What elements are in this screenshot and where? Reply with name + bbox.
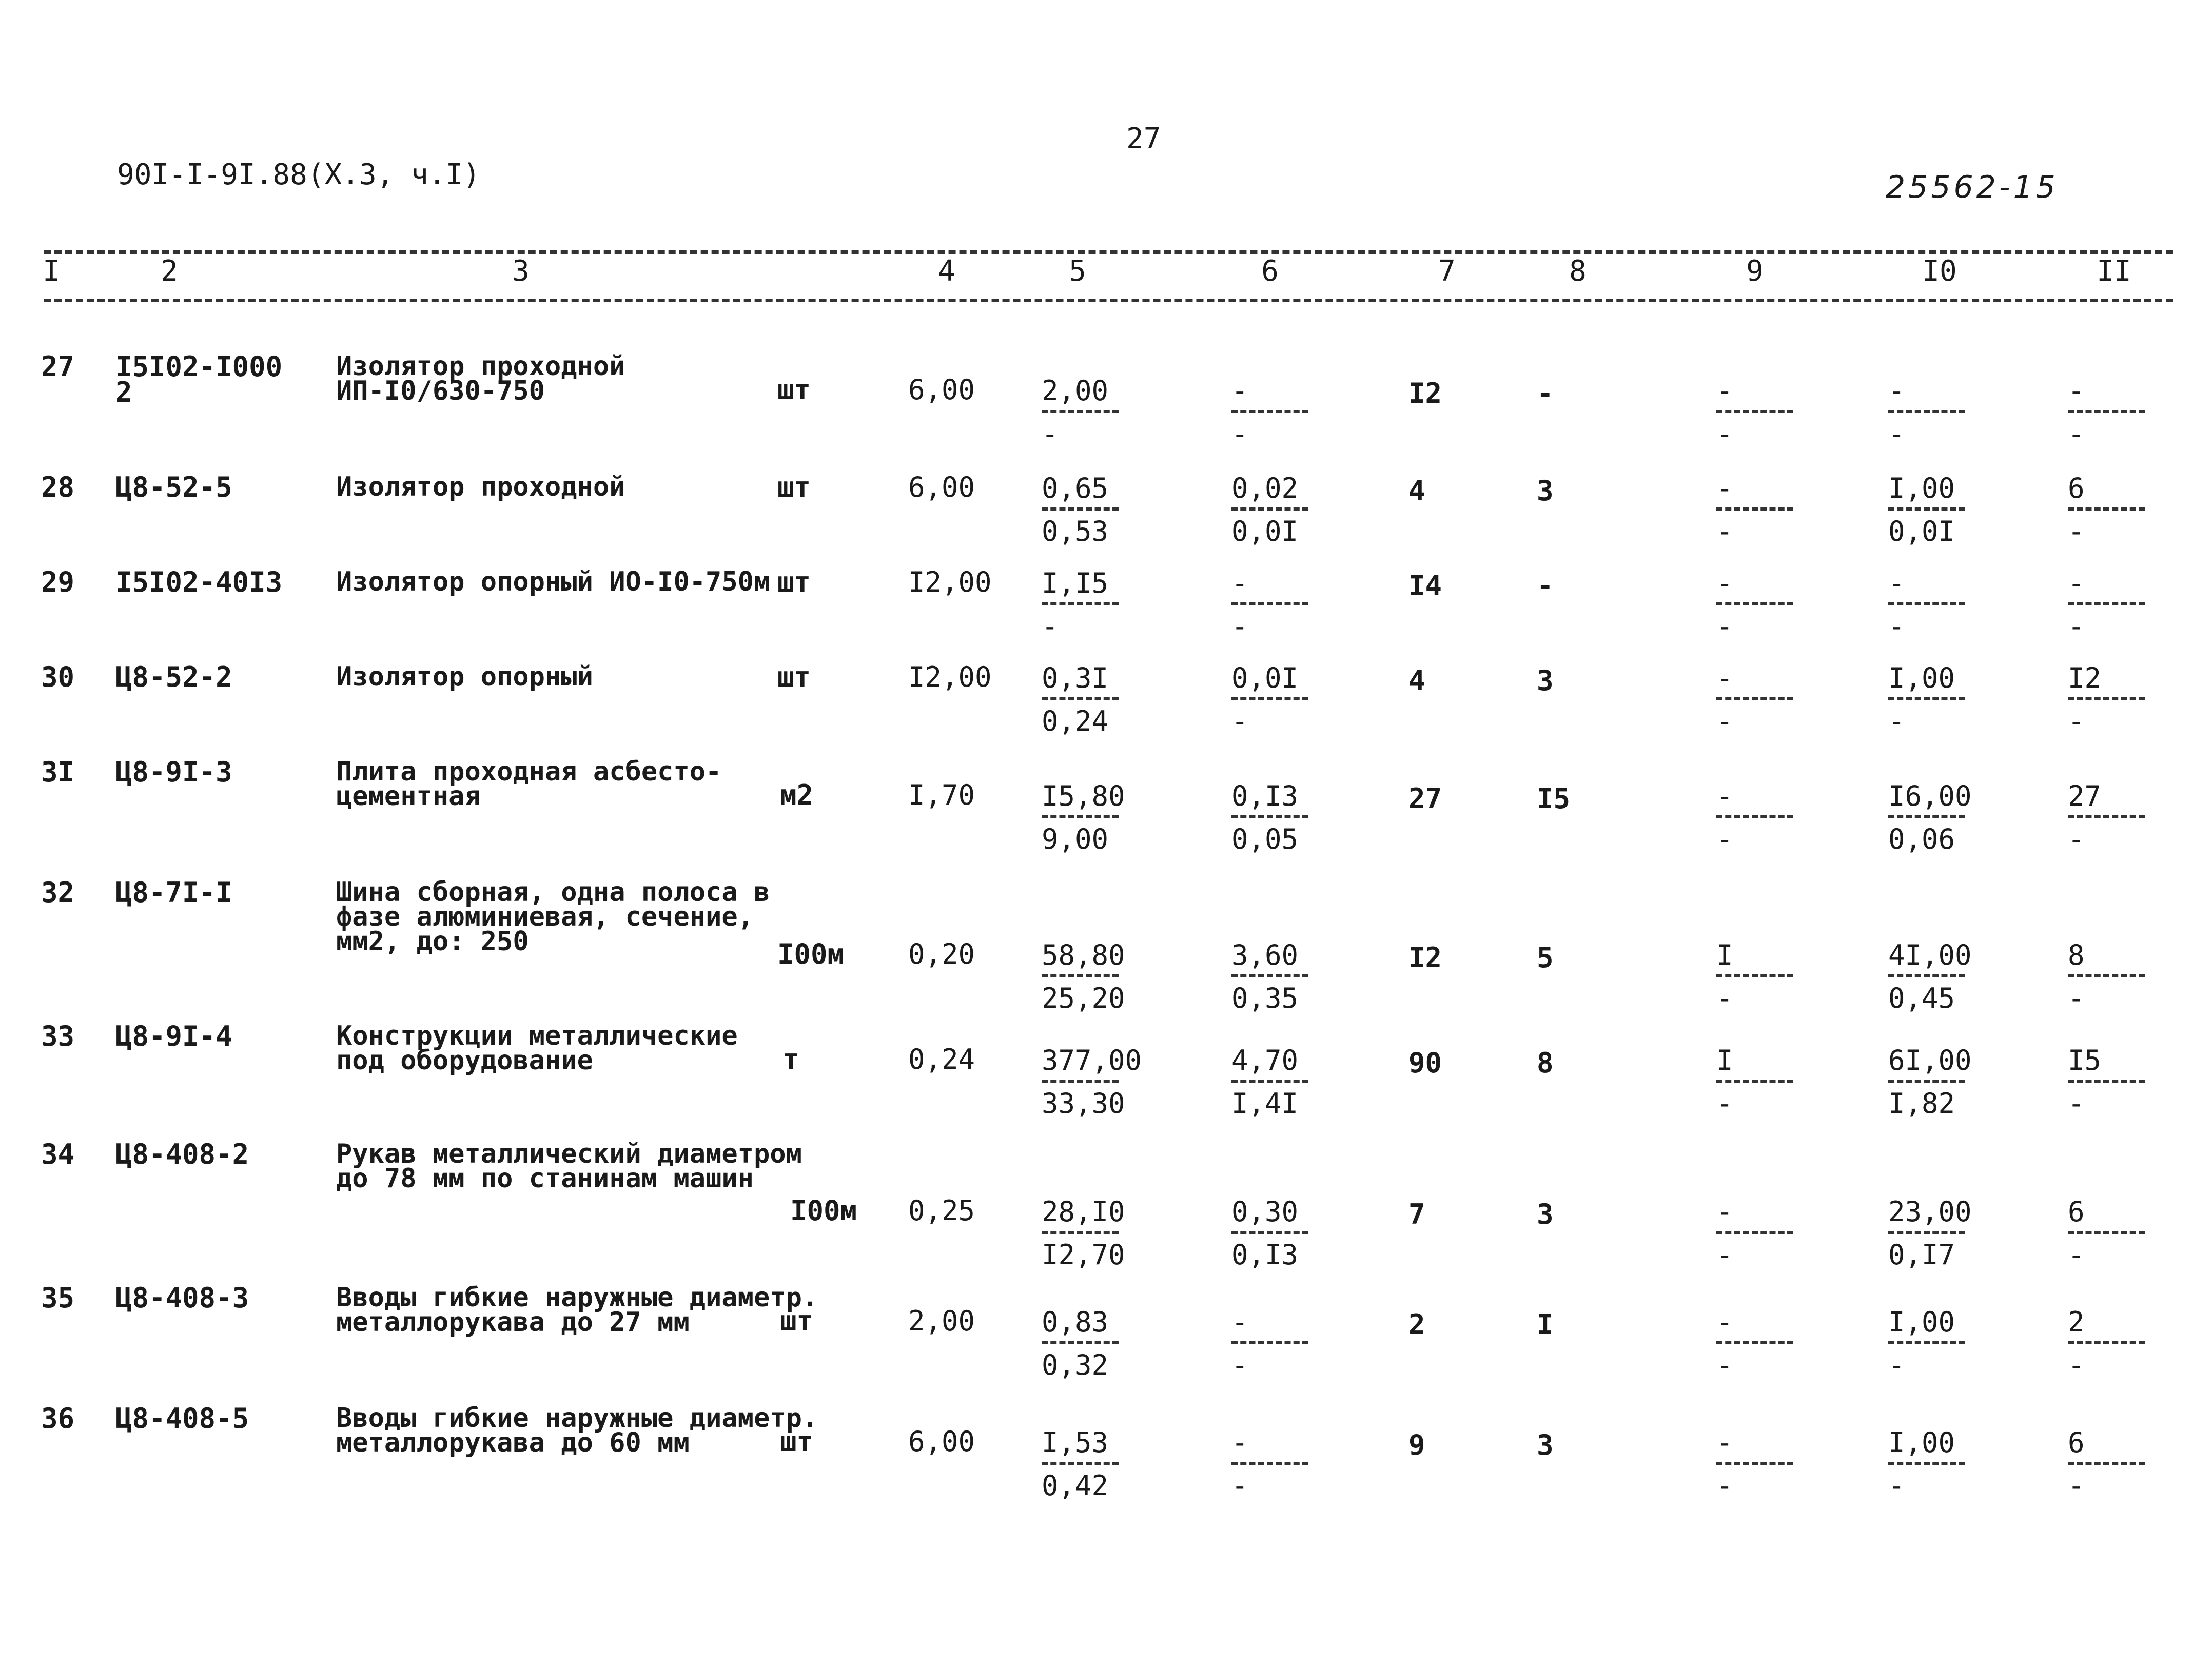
- sheet-identifier: 25562-15: [1886, 169, 2059, 205]
- col6-value-bar: [1231, 974, 1308, 977]
- norm-code: Ц8-408-5: [115, 1402, 249, 1435]
- col11-value-top: 6: [2068, 1426, 2085, 1459]
- row-number: 34: [41, 1138, 75, 1170]
- col11-value-bottom: -: [2068, 1087, 2085, 1120]
- quantity: 6,00: [908, 1425, 975, 1458]
- col9-value-bar: [1716, 1462, 1793, 1465]
- quantity: I2,00: [908, 661, 992, 693]
- col11-value-bar: [2068, 974, 2145, 977]
- col6-value-top: -: [1231, 567, 1248, 599]
- quantity: 0,20: [908, 938, 975, 970]
- col11-value-top: -: [2068, 567, 2085, 599]
- col8-value: 8: [1537, 1047, 1554, 1079]
- col6-value-bottom: -: [1231, 418, 1248, 450]
- col11-value-bar: [2068, 1231, 2145, 1234]
- col11-value-bar: [2068, 1462, 2145, 1465]
- col9-value-bar: [1716, 1341, 1793, 1344]
- col7-value: 7: [1408, 1198, 1425, 1230]
- col10-value-bottom: 0,0I: [1888, 515, 1955, 547]
- norm-code: Ц8-52-5: [115, 471, 232, 503]
- col6-value: [1231, 377, 1334, 448]
- col9-value: [1716, 782, 1819, 853]
- row-number: 27: [41, 350, 75, 383]
- norm-code: Ц8-52-2: [115, 661, 232, 693]
- col10-value-bottom: -: [1888, 418, 1905, 450]
- col5-value-bottom: -: [1042, 418, 1059, 450]
- col10-value-bottom: -: [1888, 705, 1905, 737]
- col6-value: [1231, 782, 1334, 853]
- col11-value-top: 27: [2068, 780, 2102, 812]
- col5-value: [1042, 377, 1144, 448]
- col11-value-bottom: -: [2068, 705, 2085, 737]
- col5-value-bar: [1042, 602, 1119, 605]
- col10-value-bar: [1888, 1341, 1965, 1344]
- unit: I00м: [777, 938, 845, 970]
- col10-value-top: 23,00: [1888, 1195, 1972, 1228]
- unit: м2: [780, 779, 814, 811]
- col5-value-bar: [1042, 1341, 1119, 1344]
- col7-value: I4: [1408, 570, 1442, 602]
- col11-value-bar: [2068, 410, 2145, 413]
- column-header-5: 5: [1069, 254, 1086, 288]
- col10-value-bottom: 0,I7: [1888, 1239, 1955, 1271]
- col10-value: [1888, 939, 1991, 1014]
- col7-value: 2: [1408, 1308, 1425, 1341]
- col11-value: [2068, 1308, 2170, 1379]
- col6-value-top: 0,30: [1231, 1195, 1299, 1228]
- norm-code: Ц8-7I-I: [115, 876, 232, 909]
- col10-value: [1888, 472, 1991, 547]
- col5-value-top: I,I5: [1042, 567, 1109, 599]
- column-header-7: 7: [1438, 254, 1456, 288]
- col10-value-bar: [1888, 974, 1965, 977]
- col8-value: 5: [1537, 942, 1554, 974]
- norm-code: I5I02-I000 2: [115, 350, 283, 408]
- quantity: 0,25: [908, 1194, 975, 1227]
- col9-value-bar: [1716, 410, 1793, 413]
- col5-value-top: I,53: [1042, 1426, 1109, 1459]
- col9-value-bottom: -: [1716, 1469, 1733, 1502]
- quantity: 0,24: [908, 1043, 975, 1075]
- norm-code: Ц8-408-3: [115, 1282, 249, 1314]
- work-description: Изолятор проходной ИП-I0/630-750: [336, 351, 625, 406]
- col10-value: [1888, 567, 1991, 642]
- col6-value-bar: [1231, 602, 1308, 605]
- quantity: 6,00: [908, 471, 975, 503]
- col9-value-top: -: [1716, 1426, 1733, 1459]
- col9-value-top: -: [1716, 472, 1733, 504]
- col6-value: [1231, 939, 1334, 1014]
- quantity: I,70: [908, 779, 975, 811]
- col9-value-bottom: -: [1716, 705, 1733, 737]
- col5-value-bar: [1042, 410, 1119, 413]
- col10-value-bar: [1888, 1462, 1965, 1465]
- col10-value-bottom: 0,45: [1888, 982, 1955, 1014]
- col9-value-top: -: [1716, 662, 1733, 694]
- col6-value-bottom: I,4I: [1231, 1087, 1299, 1120]
- header-top-rule: [44, 250, 2173, 254]
- col11-value-top: I2: [2068, 662, 2102, 694]
- col10-value-top: I6,00: [1888, 780, 1972, 812]
- col5-value-bar: [1042, 1231, 1119, 1234]
- col11-value-bar: [2068, 815, 2145, 818]
- col10-value-top: I,00: [1888, 662, 1955, 694]
- row-number: 35: [41, 1282, 75, 1314]
- table-row: [0, 1138, 2212, 1271]
- col5-value: [1042, 939, 1144, 1014]
- col7-value: 9: [1408, 1429, 1425, 1461]
- col8-value: -: [1537, 570, 1554, 602]
- col6-value-bar: [1231, 410, 1308, 413]
- column-header-1: I: [43, 254, 60, 288]
- col9-value: [1716, 1195, 1819, 1271]
- col10-value-top: 4I,00: [1888, 939, 1972, 971]
- col9-value-bar: [1716, 1080, 1793, 1083]
- col9-value: [1716, 567, 1819, 642]
- col9-value: [1716, 664, 1819, 735]
- col5-value-bottom: I2,70: [1042, 1239, 1125, 1271]
- col10-value-bottom: 0,06: [1888, 823, 1955, 855]
- col8-value: 3: [1537, 475, 1554, 507]
- unit: шт: [780, 1305, 814, 1337]
- col11-value-top: -: [2068, 375, 2085, 407]
- col10-value-bar: [1888, 1231, 1965, 1234]
- quantity: 2,00: [908, 1305, 975, 1337]
- table-row: [0, 1020, 2212, 1142]
- col10-value-top: I,00: [1888, 472, 1955, 504]
- col11-value-bar: [2068, 602, 2145, 605]
- col11-value: [2068, 567, 2170, 642]
- col10-value-bar: [1888, 507, 1965, 511]
- row-number: 3I: [41, 756, 75, 788]
- col5-value: [1042, 1195, 1144, 1271]
- col11-value: [2068, 1195, 2170, 1271]
- col10-value: [1888, 782, 1991, 853]
- col9-value-top: I: [1716, 939, 1733, 971]
- col9-value-top: -: [1716, 375, 1733, 407]
- col5-value-top: 0,3I: [1042, 662, 1109, 694]
- work-description: Вводы гибкие наружные диаметр. металлорукава до 27 мм: [336, 1282, 818, 1338]
- col11-value-bar: [2068, 697, 2145, 700]
- col9-value-bottom: -: [1716, 1239, 1733, 1271]
- column-header-11: II: [2097, 254, 2131, 288]
- norm-code: Ц8-9I-4: [115, 1020, 232, 1052]
- col9-value: [1716, 1308, 1819, 1379]
- col6-value: [1231, 567, 1334, 642]
- work-description: Плита проходная асбесто- цементная: [336, 756, 722, 812]
- col7-value: I2: [1408, 377, 1442, 409]
- col9-value-top: -: [1716, 780, 1733, 812]
- row-number: 30: [41, 661, 75, 693]
- col9-value-top: -: [1716, 1195, 1733, 1228]
- col5-value-bar: [1042, 974, 1119, 977]
- col9-value-bottom: -: [1716, 982, 1733, 1014]
- col9-value: [1716, 377, 1819, 448]
- col11-value-bottom: -: [2068, 1239, 2085, 1271]
- col10-value-bottom: -: [1888, 1469, 1905, 1502]
- col5-value-top: 58,80: [1042, 939, 1125, 971]
- col5-value-bottom: 9,00: [1042, 823, 1109, 855]
- norm-code: Ц8-9I-3: [115, 756, 232, 788]
- col9-value-bar: [1716, 815, 1793, 818]
- col5-value-bar: [1042, 1080, 1119, 1083]
- table-row: [0, 350, 2212, 472]
- col11-value-bottom: -: [2068, 982, 2085, 1014]
- col6-value-top: -: [1231, 1306, 1248, 1338]
- col9-value-bar: [1716, 974, 1793, 977]
- col5-value-bottom: 33,30: [1042, 1087, 1125, 1120]
- col10-value-top: -: [1888, 567, 1905, 599]
- work-description: Конструкции металлические под оборудование: [336, 1021, 738, 1076]
- col7-value: I2: [1408, 942, 1442, 974]
- row-number: 36: [41, 1402, 75, 1435]
- col10-value: [1888, 1426, 1991, 1502]
- col11-value-bottom: -: [2068, 823, 2085, 855]
- col11-value-top: I5: [2068, 1044, 2102, 1076]
- col10-value: [1888, 1195, 1991, 1271]
- col6-value-bottom: 0,05: [1231, 823, 1299, 855]
- col9-value: [1716, 1044, 1819, 1120]
- norm-code: Ц8-408-2: [115, 1138, 249, 1170]
- document-code: 90I-I-9I.88(X.3, ч.I): [117, 158, 481, 191]
- col5-value-top: 0,83: [1042, 1306, 1109, 1338]
- col10-value-bottom: -: [1888, 610, 1905, 642]
- col11-value-top: 8: [2068, 939, 2085, 971]
- col11-value: [2068, 377, 2170, 448]
- col6-value: [1231, 1426, 1334, 1502]
- col11-value-bar: [2068, 507, 2145, 511]
- header-bottom-rule: [44, 299, 2173, 302]
- col11-value-top: 2: [2068, 1306, 2085, 1338]
- col6-value-bar: [1231, 815, 1308, 818]
- unit: шт: [777, 566, 811, 598]
- work-description: Шина сборная, одна полоса в фазе алюминиевая, сечение, мм2, до: 250: [336, 877, 770, 957]
- col8-value: I5: [1537, 782, 1571, 815]
- col5-value: [1042, 1044, 1144, 1120]
- col5-value: [1042, 664, 1144, 735]
- col5-value-top: 28,I0: [1042, 1195, 1125, 1228]
- col11-value-bottom: -: [2068, 515, 2085, 547]
- col6-value-top: 0,0I: [1231, 662, 1299, 694]
- col6-value-top: 3,60: [1231, 939, 1299, 971]
- col11-value-bottom: -: [2068, 610, 2085, 642]
- column-header-8: 8: [1569, 254, 1587, 288]
- col6-value-bottom: -: [1231, 705, 1248, 737]
- col6-value-bar: [1231, 1080, 1308, 1083]
- col8-value: 3: [1537, 664, 1554, 697]
- col5-value-bar: [1042, 1462, 1119, 1465]
- unit: т: [782, 1043, 799, 1075]
- col8-value: I: [1537, 1308, 1554, 1341]
- col9-value-bottom: -: [1716, 823, 1733, 855]
- col10-value: [1888, 664, 1991, 735]
- col5-value-bar: [1042, 507, 1119, 511]
- col6-value-top: -: [1231, 1426, 1248, 1459]
- col5-value-bottom: 0,42: [1042, 1469, 1109, 1502]
- col6-value-bottom: 0,0I: [1231, 515, 1299, 547]
- col11-value: [2068, 664, 2170, 735]
- col10-value: [1888, 377, 1991, 448]
- col6-value-bar: [1231, 1231, 1308, 1234]
- col9-value: [1716, 939, 1819, 1014]
- column-header-2: 2: [161, 254, 178, 288]
- col5-value-bar: [1042, 697, 1119, 700]
- col11-value-bar: [2068, 1341, 2145, 1344]
- col6-value-bar: [1231, 1341, 1308, 1344]
- col11-value-bottom: -: [2068, 1469, 2085, 1502]
- col9-value-top: I: [1716, 1044, 1733, 1076]
- col6-value-bottom: -: [1231, 610, 1248, 642]
- col5-value-bottom: 25,20: [1042, 982, 1125, 1014]
- column-header-3: 3: [512, 254, 530, 288]
- table-row: [0, 1402, 2212, 1524]
- col5-value: [1042, 472, 1144, 547]
- col11-value: [2068, 1426, 2170, 1502]
- unit: шт: [777, 661, 811, 693]
- col9-value-bar: [1716, 697, 1793, 700]
- col11-value: [2068, 782, 2170, 853]
- col8-value: 3: [1537, 1429, 1554, 1461]
- column-header-10: I0: [1922, 254, 1957, 288]
- quantity: 6,00: [908, 374, 975, 406]
- col7-value: 4: [1408, 475, 1425, 507]
- col5-value: [1042, 567, 1144, 642]
- col9-value-bottom: -: [1716, 610, 1733, 642]
- table-row: [0, 1282, 2212, 1403]
- col11-value-bottom: -: [2068, 418, 2085, 450]
- col6-value-bottom: -: [1231, 1349, 1248, 1381]
- col9-value: [1716, 1426, 1819, 1502]
- table-row: [0, 876, 2212, 1014]
- col7-value: 4: [1408, 664, 1425, 697]
- col5-value: [1042, 782, 1144, 853]
- col10-value-bar: [1888, 815, 1965, 818]
- col10-value: [1888, 1308, 1991, 1379]
- col6-value-top: -: [1231, 375, 1248, 407]
- col6-value: [1231, 664, 1334, 735]
- col9-value-bar: [1716, 507, 1793, 511]
- col10-value-bar: [1888, 1080, 1965, 1083]
- unit: шт: [780, 1425, 814, 1458]
- col9-value-bar: [1716, 602, 1793, 605]
- col11-value: [2068, 472, 2170, 547]
- col11-value-top: 6: [2068, 1195, 2085, 1228]
- col9-value-bottom: -: [1716, 1087, 1733, 1120]
- col5-value-top: I5,80: [1042, 780, 1125, 812]
- col5-value-top: 2,00: [1042, 375, 1109, 407]
- col11-value: [2068, 939, 2170, 1014]
- norm-code: I5I02-40I3: [115, 566, 283, 598]
- col5-value-top: 0,65: [1042, 472, 1109, 504]
- page-number: 27: [1126, 122, 1161, 155]
- unit: I00м: [790, 1194, 857, 1227]
- col6-value-bar: [1231, 697, 1308, 700]
- col5-value-bottom: -: [1042, 610, 1059, 642]
- col7-value: 27: [1408, 782, 1442, 815]
- col9-value-bottom: -: [1716, 1349, 1733, 1381]
- col5-value-bottom: 0,53: [1042, 515, 1109, 547]
- col10-value-top: 6I,00: [1888, 1044, 1972, 1076]
- col5-value: [1042, 1426, 1144, 1502]
- col6-value: [1231, 1044, 1334, 1120]
- col10-value-bar: [1888, 697, 1965, 700]
- col9-value-bar: [1716, 1231, 1793, 1234]
- col11-value-bottom: -: [2068, 1349, 2085, 1381]
- col6-value-bar: [1231, 507, 1308, 511]
- work-description: Изолятор опорный: [336, 661, 593, 692]
- column-header-4: 4: [938, 254, 955, 288]
- col5-value-top: 377,00: [1042, 1044, 1142, 1076]
- col9-value: [1716, 472, 1819, 547]
- col9-value-bottom: -: [1716, 515, 1733, 547]
- row-number: 33: [41, 1020, 75, 1052]
- col6-value-top: 0,02: [1231, 472, 1299, 504]
- col6-value: [1231, 1195, 1334, 1271]
- column-header-6: 6: [1261, 254, 1279, 288]
- col8-value: -: [1537, 377, 1554, 409]
- col11-value: [2068, 1044, 2170, 1120]
- row-number: 28: [41, 471, 75, 503]
- col10-value-top: I,00: [1888, 1306, 1955, 1338]
- col8-value: 3: [1537, 1198, 1554, 1230]
- col11-value-bar: [2068, 1080, 2145, 1083]
- column-header-9: 9: [1746, 254, 1764, 288]
- col10-value-top: -: [1888, 375, 1905, 407]
- col5-value-bottom: 0,32: [1042, 1349, 1109, 1381]
- col5-value-bottom: 0,24: [1042, 705, 1109, 737]
- col10-value-bottom: I,82: [1888, 1087, 1955, 1120]
- col11-value-top: 6: [2068, 472, 2085, 504]
- work-description: Вводы гибкие наружные диаметр. металлорукава до 60 мм: [336, 1403, 818, 1458]
- col6-value-bottom: 0,I3: [1231, 1239, 1299, 1271]
- work-description: Изолятор проходной: [336, 472, 625, 502]
- work-description: Изолятор опорный ИО-I0-750м: [336, 566, 770, 597]
- table-row: [0, 756, 2212, 877]
- row-number: 29: [41, 566, 75, 598]
- quantity: I2,00: [908, 566, 992, 598]
- col10-value-bar: [1888, 410, 1965, 413]
- col6-value: [1231, 472, 1334, 547]
- col10-value-top: I,00: [1888, 1426, 1955, 1459]
- col7-value: 90: [1408, 1047, 1442, 1079]
- col6-value-bottom: 0,35: [1231, 982, 1299, 1014]
- unit: шт: [777, 471, 811, 503]
- col6-value-bar: [1231, 1462, 1308, 1465]
- col9-value-top: -: [1716, 1306, 1733, 1338]
- col9-value-bottom: -: [1716, 418, 1733, 450]
- col6-value-top: 4,70: [1231, 1044, 1299, 1076]
- unit: шт: [777, 374, 811, 406]
- col5-value-bar: [1042, 815, 1119, 818]
- col5-value: [1042, 1308, 1144, 1379]
- col10-value: [1888, 1044, 1991, 1120]
- work-description: Рукав металлический диаметром до 78 мм по станинам машин: [336, 1139, 802, 1194]
- col6-value-top: 0,I3: [1231, 780, 1299, 812]
- col6-value: [1231, 1308, 1334, 1379]
- col9-value-top: -: [1716, 567, 1733, 599]
- row-number: 32: [41, 876, 75, 909]
- col10-value-bar: [1888, 602, 1965, 605]
- col10-value-bottom: -: [1888, 1349, 1905, 1381]
- col6-value-bottom: -: [1231, 1469, 1248, 1502]
